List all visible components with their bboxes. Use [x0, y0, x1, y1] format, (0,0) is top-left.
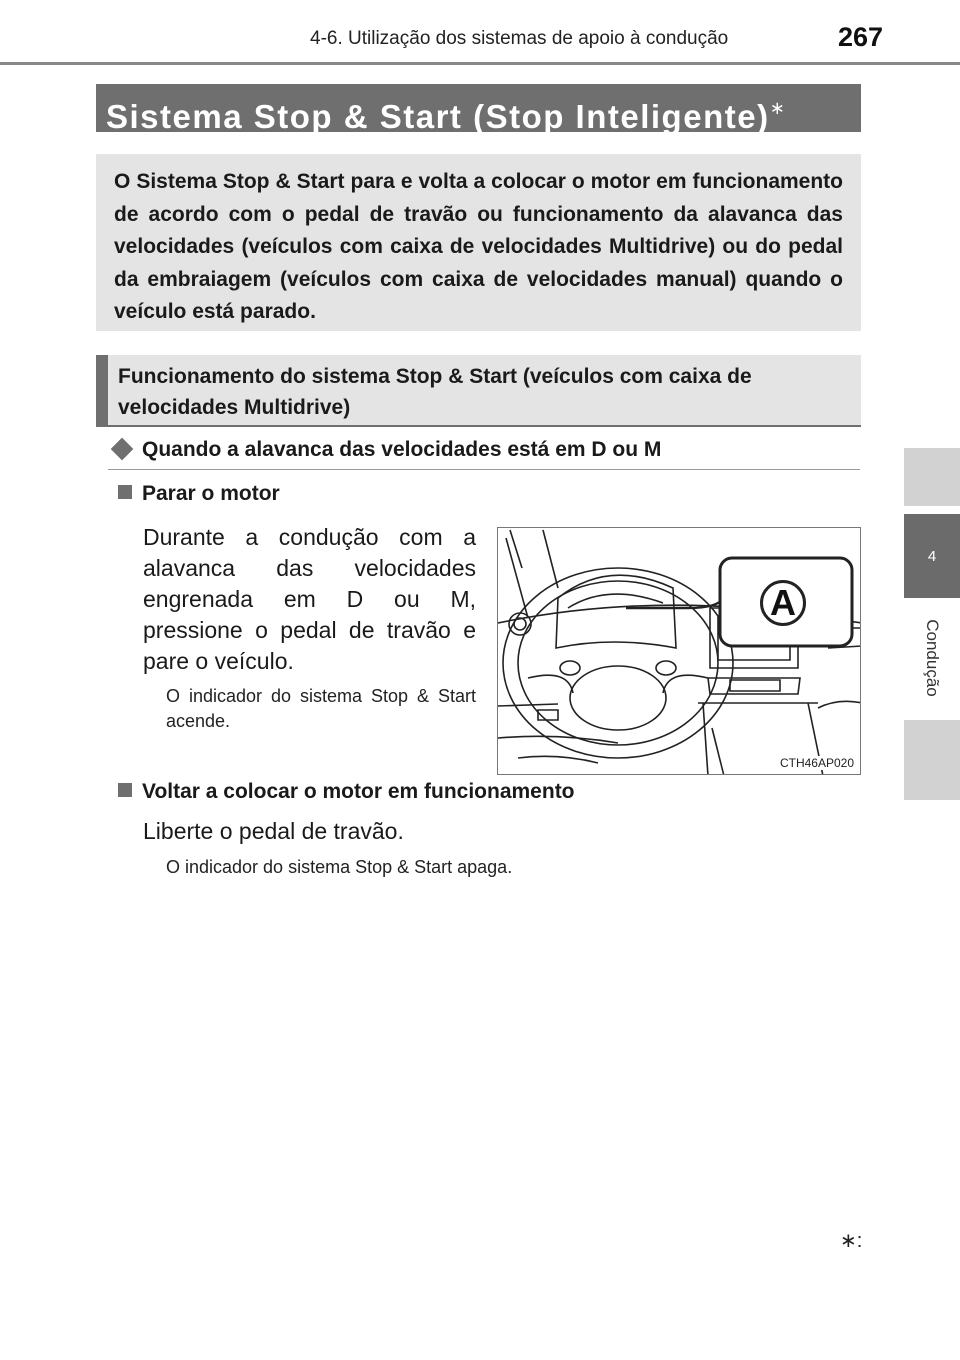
chapter-label-tab: [904, 598, 960, 718]
subsection-heading: [108, 434, 860, 470]
dashboard-drawing: [498, 528, 861, 775]
stop-engine-note: O indicador do sistema Stop & Start acende.: [166, 686, 476, 731]
dashboard-illustration: [497, 527, 861, 775]
page-title-text: Sistema Stop & Start (Stop Inteligente): [106, 98, 770, 135]
title-footnote-marker: ∗: [769, 98, 785, 118]
footnote-marker: ∗:: [840, 1230, 863, 1252]
section-heading-text: Funcionamento do sistema Stop & Start (veículos com caixa de velocidades Multidrive): [118, 365, 752, 419]
header-rule: [0, 62, 960, 65]
running-header-section: 4-6. Utilização dos sistemas de apoio à condução: [310, 28, 729, 49]
stop-engine-body: Durante a condução com a alavanca das velocidades engrenada em D ou M, pressione o pedal de travão e pare o veículo.: [143, 524, 476, 674]
subsection-heading-text: Quando a alavanca das velocidades está em D ou M: [142, 438, 662, 461]
callout-letter: A: [770, 582, 796, 623]
restart-engine-heading-text: Voltar a colocar o motor em funcionamento: [142, 780, 575, 803]
section-heading: [96, 355, 861, 427]
chapter-number: 4: [927, 547, 937, 565]
intro-text: O Sistema Stop & Start para e volta a colocar o motor em funcionamento de acordo com o pedal de travão ou funcionamento da alavanca das velocidades (veículos com caixa de velocidades Multidrive) ou do pedal da embraiagem (veículos com caixa de velocidades manual) quando o veículo está parado.: [114, 170, 843, 323]
chapter-number-tab: [904, 514, 960, 598]
side-tab-blank-bottom: [904, 720, 960, 800]
page-number: 267: [838, 22, 884, 52]
figure-code: CTH46AP020: [779, 756, 854, 770]
page-title: [96, 84, 861, 135]
restart-engine-body: Liberte o pedal de travão.: [143, 818, 404, 844]
stop-engine-heading: [118, 482, 280, 506]
square-bullet-icon: [118, 783, 132, 797]
restart-engine-heading: [118, 780, 575, 804]
chapter-label: Condução: [923, 619, 942, 697]
square-bullet-icon: [118, 485, 132, 499]
diamond-bullet-icon: [111, 438, 134, 461]
intro-box: [96, 154, 861, 331]
side-tab-blank-top: [904, 448, 960, 506]
restart-engine-note: O indicador do sistema Stop & Start apaga.: [166, 857, 513, 877]
stop-engine-heading-text: Parar o motor: [142, 482, 280, 505]
